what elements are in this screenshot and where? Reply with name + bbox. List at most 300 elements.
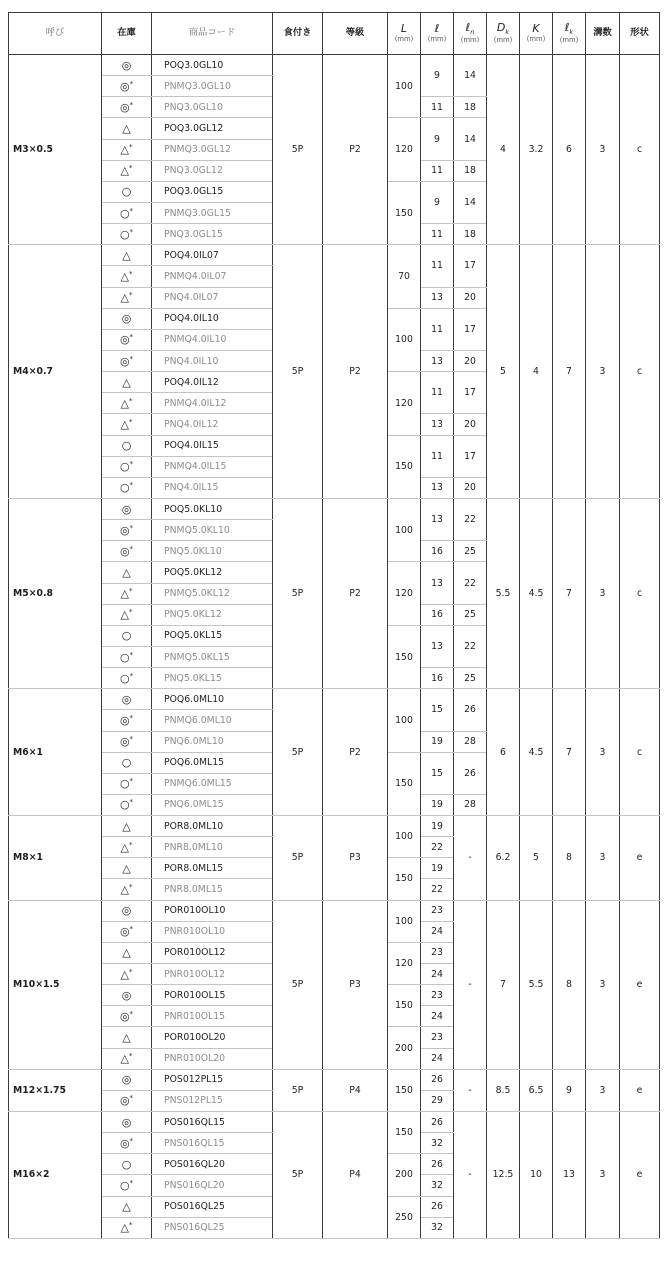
shape-type: c (620, 55, 660, 245)
stock-symbol: △ (120, 587, 129, 601)
header-square-size-symbol: K (532, 22, 540, 36)
stock-note-mark: * (129, 1094, 134, 1103)
stock-status (102, 541, 152, 562)
thread-length: 29 (421, 1090, 454, 1111)
header-shank-diameter (487, 13, 520, 55)
product-code: PNMQ3.0GL12 (152, 139, 273, 160)
flute-count: 3 (586, 498, 620, 688)
square-size: 5 (520, 816, 553, 901)
product-code: POQ4.0IL10 (152, 308, 273, 329)
stock-status (102, 668, 152, 689)
square-size: 10 (520, 1112, 553, 1239)
stock-symbol: ◎ (119, 713, 130, 727)
header-neck-length (454, 13, 487, 55)
header-shank-diameter-symbol (496, 21, 510, 37)
table-row (9, 900, 660, 921)
stock-note-mark: * (129, 1009, 134, 1018)
stock-status (102, 858, 152, 879)
stock-note-mark: * (128, 291, 133, 300)
stock-symbol: △ (122, 375, 131, 389)
shank-diameter: 7 (487, 900, 520, 1069)
overall-length: 100 (388, 689, 421, 752)
tap-spec-table (8, 12, 660, 1239)
thread-length: 23 (421, 985, 454, 1006)
product-code: PNMQ3.0GL10 (152, 76, 273, 97)
nominal-size: M8×1 (9, 816, 102, 901)
stock-symbol: ◎ (121, 502, 132, 516)
stock-status (102, 118, 152, 139)
bite-value: 5P (273, 1069, 323, 1111)
overall-length: 150 (388, 625, 421, 688)
thread-length: 32 (421, 1217, 454, 1238)
nominal-size: M6×1 (9, 689, 102, 816)
header-neck-length-unit: (mm) (460, 35, 480, 44)
neck-length: 17 (454, 308, 487, 350)
stock-note-mark: * (129, 354, 134, 363)
bite-value: 5P (273, 900, 323, 1069)
square-size: 4.5 (520, 689, 553, 816)
stock-status (102, 1112, 152, 1133)
stock-status (102, 245, 152, 266)
header-shank-diameter-sub: k (505, 28, 510, 37)
stock-status (102, 414, 152, 435)
stock-symbol: ○ (119, 777, 130, 791)
stock-status (102, 1006, 152, 1027)
overall-length: 150 (388, 181, 421, 244)
stock-symbol: ○ (121, 1157, 132, 1171)
product-code: PNQ4.0IL10 (152, 350, 273, 371)
header-neck-length-base: ℓ (465, 21, 471, 35)
stock-status (102, 604, 152, 625)
product-code: PNMQ4.0IL12 (152, 393, 273, 414)
stock-symbol: △ (120, 269, 129, 283)
grade-value: P3 (323, 816, 388, 901)
product-code: PNQ3.0GL10 (152, 97, 273, 118)
header-square-length (553, 13, 586, 55)
grade-value: P3 (323, 900, 388, 1069)
square-size: 3.2 (520, 55, 553, 245)
stock-note-mark: * (129, 206, 134, 215)
stock-note-mark: * (128, 269, 133, 278)
product-code: POQ4.0IL15 (152, 435, 273, 456)
product-code: PNR010OL15 (152, 1006, 273, 1027)
nominal-size: M4×0.7 (9, 245, 102, 499)
thread-length: 16 (421, 541, 454, 562)
thread-length: 24 (421, 1006, 454, 1027)
thread-length: 22 (421, 879, 454, 900)
thread-length: 32 (421, 1175, 454, 1196)
shank-diameter: 4 (487, 55, 520, 245)
header-shank-diameter-base: D (496, 21, 506, 35)
stock-symbol: ◎ (121, 1073, 132, 1087)
nominal-size: M10×1.5 (9, 900, 102, 1069)
shape-type: e (620, 1069, 660, 1111)
product-code: POQ5.0KL12 (152, 562, 273, 583)
stock-note-mark: * (129, 777, 134, 786)
stock-status (102, 1133, 152, 1154)
header-shank-diameter-unit: (mm) (493, 35, 513, 44)
product-code: POS016QL20 (152, 1154, 273, 1175)
thread-length: 9 (421, 181, 454, 223)
stock-status (102, 393, 152, 414)
stock-symbol: ○ (121, 185, 132, 199)
product-code: POS016QL15 (152, 1112, 273, 1133)
product-code: PNR010OL20 (152, 1048, 273, 1069)
stock-symbol: ○ (119, 650, 130, 664)
square-size: 4.5 (520, 498, 553, 688)
neck-length: 22 (454, 625, 487, 667)
stock-symbol: ◎ (119, 544, 130, 558)
stock-status (102, 1027, 152, 1048)
thread-length: 23 (421, 900, 454, 921)
thread-length: 13 (421, 477, 454, 498)
product-code: PNMQ5.0KL15 (152, 646, 273, 667)
overall-length: 120 (388, 562, 421, 625)
stock-status (102, 689, 152, 710)
stock-status (102, 625, 152, 646)
table-row (9, 55, 660, 76)
stock-symbol: △ (122, 121, 131, 135)
product-code: PNR010OL12 (152, 964, 273, 985)
header-square-size-unit: (mm) (526, 34, 546, 43)
thread-length: 23 (421, 1027, 454, 1048)
product-code: PNQ4.0IL07 (152, 287, 273, 308)
table-row (9, 498, 660, 519)
product-code: PNMQ5.0KL10 (152, 520, 273, 541)
product-code: POR8.0ML15 (152, 858, 273, 879)
thread-length: 22 (421, 837, 454, 858)
overall-length: 150 (388, 858, 421, 900)
stock-note-mark: * (129, 713, 134, 722)
nominal-size: M16×2 (9, 1112, 102, 1239)
stock-symbol: ○ (119, 460, 130, 474)
product-code: POQ3.0GL15 (152, 181, 273, 202)
overall-length: 100 (388, 816, 421, 858)
bite-value: 5P (273, 816, 323, 901)
product-code: POR010OL15 (152, 985, 273, 1006)
stock-status (102, 794, 152, 815)
stock-status (102, 1154, 152, 1175)
neck-length: 28 (454, 794, 487, 815)
overall-length: 100 (388, 900, 421, 942)
product-code: PNR010OL10 (152, 921, 273, 942)
overall-length: 120 (388, 118, 421, 181)
thread-length: 19 (421, 731, 454, 752)
thread-length: 32 (421, 1133, 454, 1154)
overall-length: 150 (388, 1112, 421, 1154)
shape-type: c (620, 689, 660, 816)
product-code: PNQ6.0ML10 (152, 731, 273, 752)
thread-length: 24 (421, 1048, 454, 1069)
thread-length: 13 (421, 414, 454, 435)
thread-length: 19 (421, 816, 454, 837)
stock-note-mark: * (129, 523, 134, 532)
flute-count: 3 (586, 689, 620, 816)
stock-note-mark: * (128, 417, 133, 426)
product-code: POQ3.0GL12 (152, 118, 273, 139)
stock-note-mark: * (128, 883, 133, 892)
stock-note-mark: * (129, 481, 134, 490)
thread-length: 19 (421, 858, 454, 879)
stock-note-mark: * (129, 650, 134, 659)
neck-length: 26 (454, 752, 487, 794)
stock-symbol: △ (122, 565, 131, 579)
product-code: PNMQ4.0IL15 (152, 456, 273, 477)
stock-note-mark: * (128, 164, 133, 173)
stock-symbol: ◎ (119, 1136, 130, 1150)
stock-status (102, 520, 152, 541)
table-row (9, 689, 660, 710)
neck-length: 28 (454, 731, 487, 752)
stock-note-mark: * (129, 735, 134, 744)
product-code: POR010OL20 (152, 1027, 273, 1048)
thread-length: 16 (421, 604, 454, 625)
shank-diameter: 8.5 (487, 1069, 520, 1111)
stock-symbol: △ (120, 143, 129, 157)
shape-type: c (620, 498, 660, 688)
overall-length: 100 (388, 498, 421, 561)
stock-status (102, 202, 152, 223)
thread-length: 13 (421, 350, 454, 371)
stock-symbol: ◎ (119, 925, 130, 939)
neck-length: 17 (454, 372, 487, 414)
overall-length: 150 (388, 435, 421, 498)
flute-count: 3 (586, 816, 620, 901)
neck-length: - (454, 816, 487, 901)
stock-symbol: ◎ (119, 354, 130, 368)
header-shape: 形状 (620, 13, 660, 55)
stock-note-mark: * (129, 1179, 134, 1188)
stock-status (102, 181, 152, 202)
stock-status (102, 76, 152, 97)
thread-length: 11 (421, 372, 454, 414)
stock-status (102, 773, 152, 794)
stock-symbol: ○ (121, 629, 132, 643)
stock-status (102, 710, 152, 731)
thread-length: 13 (421, 287, 454, 308)
square-length: 8 (553, 816, 586, 901)
thread-length: 26 (421, 1112, 454, 1133)
product-code: PNQ5.0KL10 (152, 541, 273, 562)
stock-status (102, 139, 152, 160)
product-code: POQ5.0KL10 (152, 498, 273, 519)
product-code: PNQ4.0IL15 (152, 477, 273, 498)
header-length-unit: (mm) (394, 34, 414, 43)
stock-status (102, 942, 152, 963)
neck-length: 18 (454, 224, 487, 245)
grade-value: P2 (323, 55, 388, 245)
stock-status (102, 498, 152, 519)
stock-note-mark: * (129, 925, 134, 934)
grade-value: P4 (323, 1112, 388, 1239)
stock-symbol: △ (122, 1031, 131, 1045)
overall-length: 250 (388, 1196, 421, 1238)
stock-note-mark: * (129, 460, 134, 469)
stock-symbol: ◎ (121, 904, 132, 918)
stock-status (102, 646, 152, 667)
stock-status (102, 224, 152, 245)
neck-length: 20 (454, 414, 487, 435)
grade-value: P2 (323, 498, 388, 688)
header-length (388, 13, 421, 55)
product-code: PNMQ5.0KL12 (152, 583, 273, 604)
stock-note-mark: * (129, 100, 134, 109)
product-code: PNQ4.0IL12 (152, 414, 273, 435)
product-code: PNQ6.0ML15 (152, 794, 273, 815)
product-code: POR010OL10 (152, 900, 273, 921)
thread-length: 26 (421, 1069, 454, 1090)
stock-symbol: ○ (121, 439, 132, 453)
stock-symbol: △ (122, 861, 131, 875)
header-thread-length-symbol: ℓ (434, 22, 440, 36)
header-square-size (520, 13, 553, 55)
overall-length: 100 (388, 308, 421, 371)
stock-symbol: △ (120, 396, 129, 410)
stock-note-mark: * (128, 840, 133, 849)
product-code: PNS016QL20 (152, 1175, 273, 1196)
bite-value: 5P (273, 245, 323, 499)
shank-diameter: 6 (487, 689, 520, 816)
stock-symbol: △ (120, 291, 129, 305)
stock-note-mark: * (128, 1221, 133, 1230)
header-square-length-sub: k (569, 28, 574, 37)
thread-length: 11 (421, 224, 454, 245)
square-length: 7 (553, 498, 586, 688)
overall-length: 120 (388, 942, 421, 984)
stock-note-mark: * (128, 1052, 133, 1061)
stock-status (102, 456, 152, 477)
stock-note-mark: * (128, 396, 133, 405)
overall-length: 70 (388, 245, 421, 308)
stock-symbol: ○ (119, 227, 130, 241)
header-product-code: 商品コード (152, 13, 273, 55)
product-code: POR8.0ML10 (152, 816, 273, 837)
stock-status (102, 97, 152, 118)
square-length: 13 (553, 1112, 586, 1239)
overall-length: 200 (388, 1027, 421, 1069)
header-nominal: 呼び (9, 13, 102, 55)
nominal-size: M12×1.75 (9, 1069, 102, 1111)
header-square-length-unit: (mm) (559, 35, 579, 44)
product-code: PNQ3.0GL15 (152, 224, 273, 245)
stock-symbol: ◎ (121, 1115, 132, 1129)
header-flutes: 溝数 (586, 13, 620, 55)
product-code: POQ4.0IL12 (152, 372, 273, 393)
flute-count: 3 (586, 1069, 620, 1111)
product-code: POQ6.0ML15 (152, 752, 273, 773)
stock-note-mark: * (129, 79, 134, 88)
stock-note-mark: * (128, 967, 133, 976)
stock-status (102, 477, 152, 498)
overall-length: 100 (388, 55, 421, 118)
grade-value: P2 (323, 245, 388, 499)
product-code: PNQ3.0GL12 (152, 160, 273, 181)
stock-note-mark: * (129, 227, 134, 236)
bite-value: 5P (273, 689, 323, 816)
neck-length: 20 (454, 287, 487, 308)
neck-length: 22 (454, 498, 487, 540)
stock-status (102, 1217, 152, 1238)
square-size: 6.5 (520, 1069, 553, 1111)
product-code: PNMQ6.0ML10 (152, 710, 273, 731)
product-code: PNMQ6.0ML15 (152, 773, 273, 794)
bite-value: 5P (273, 498, 323, 688)
stock-symbol: ◎ (121, 692, 132, 706)
stock-status (102, 1196, 152, 1217)
stock-status (102, 879, 152, 900)
neck-length: - (454, 1069, 487, 1111)
stock-status (102, 1048, 152, 1069)
stock-status (102, 900, 152, 921)
thread-length: 11 (421, 435, 454, 477)
header-bite: 食付き (273, 13, 323, 55)
stock-note-mark: * (129, 798, 134, 807)
shape-type: e (620, 816, 660, 901)
stock-status (102, 1069, 152, 1090)
square-length: 8 (553, 900, 586, 1069)
stock-status (102, 287, 152, 308)
stock-symbol: △ (122, 819, 131, 833)
neck-length: 22 (454, 562, 487, 604)
stock-symbol: ◎ (121, 58, 132, 72)
stock-status (102, 350, 152, 371)
stock-status (102, 562, 152, 583)
product-code: POS016QL25 (152, 1196, 273, 1217)
stock-status (102, 752, 152, 773)
stock-symbol: ◎ (119, 735, 130, 749)
product-code: PNS012PL15 (152, 1090, 273, 1111)
stock-symbol: △ (122, 1200, 131, 1214)
neck-length: 17 (454, 435, 487, 477)
grade-value: P4 (323, 1069, 388, 1111)
square-length: 7 (553, 689, 586, 816)
thread-length: 24 (421, 964, 454, 985)
table-row (9, 1069, 660, 1090)
product-code: PNR8.0ML15 (152, 879, 273, 900)
thread-length: 26 (421, 1196, 454, 1217)
square-length: 7 (553, 245, 586, 499)
header-square-length-symbol (564, 21, 574, 37)
stock-status (102, 160, 152, 181)
overall-length: 150 (388, 752, 421, 815)
neck-length: 14 (454, 55, 487, 97)
stock-symbol: △ (120, 417, 129, 431)
product-code: PNR8.0ML10 (152, 837, 273, 858)
stock-symbol: △ (122, 248, 131, 262)
shank-diameter: 5 (487, 245, 520, 499)
table-row (9, 1112, 660, 1133)
bite-value: 5P (273, 55, 323, 245)
neck-length: 26 (454, 689, 487, 731)
stock-status (102, 985, 152, 1006)
stock-symbol: △ (120, 608, 129, 622)
product-code: POQ5.0KL15 (152, 625, 273, 646)
product-code: PNQ5.0KL15 (152, 668, 273, 689)
overall-length: 120 (388, 372, 421, 435)
shape-type: e (620, 900, 660, 1069)
shank-diameter: 5.5 (487, 498, 520, 688)
shank-diameter: 12.5 (487, 1112, 520, 1239)
stock-note-mark: * (129, 333, 134, 342)
stock-note-mark: * (129, 1136, 134, 1145)
flute-count: 3 (586, 55, 620, 245)
thread-length: 23 (421, 942, 454, 963)
stock-symbol: △ (120, 1052, 129, 1066)
stock-status (102, 1175, 152, 1196)
neck-length: - (454, 1112, 487, 1239)
stock-symbol: ◎ (119, 523, 130, 537)
overall-length: 150 (388, 1069, 421, 1111)
